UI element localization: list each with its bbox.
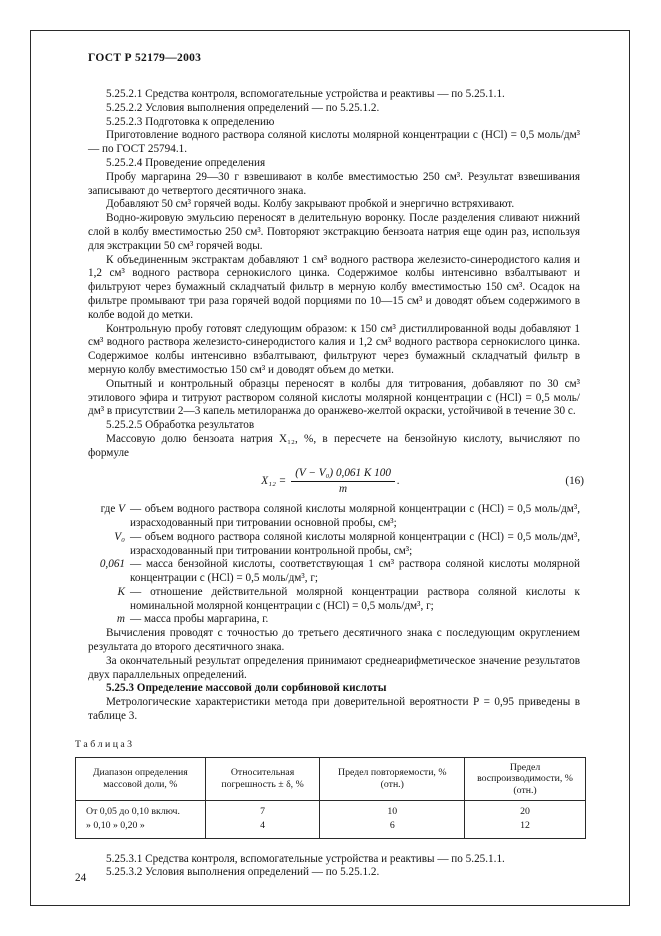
definition-text: — объем водного раствора соляной кислоты молярной концентрации с (HCl) = 0,5 моль/дм³, израсходованный при титровании контрольной пробы, см³; xyxy=(130,530,580,557)
table-3 xyxy=(75,757,586,839)
paragraph-rounding: Вычисления проводят с точностью до третьего десятичного знака с последующим округлением результата до второго десятичного знака. xyxy=(88,627,580,654)
cell-range: От 0,05 до 0,10 включ. xyxy=(76,801,206,819)
definition-symbol: K xyxy=(117,585,125,598)
formula-16 xyxy=(75,467,586,498)
paragraph-5-25-2-1: 5.25.2.1 Средства контроля, вспомогательные устройства и реактивы — по 5.25.1.1. xyxy=(106,88,505,100)
formula-number: (16) xyxy=(565,474,584,487)
document-body xyxy=(75,88,586,880)
paragraph-formula-intro: Массовую долю бензоата натрия Х₁₂, %, в пересчете на бензойную кислоту, вычисляют по формуле xyxy=(88,432,580,459)
formula-period: . xyxy=(396,475,400,488)
definition-text: — объем водного раствора соляной кислоты молярной концентрации с (HCl) = 0,5 моль/дм³, израсходованный при титровании основной пробы, см³; xyxy=(130,503,580,529)
definition-text: — отношение действительной молярной концентрации раствора соляной кислоты к номинальной молярной концентрации с (HCl) = 0,5 моль/дм³, г; xyxy=(130,585,580,612)
paragraph-5-25-2-2: 5.25.2.2 Условия выполнения определений — по 5.25.1.2. xyxy=(106,101,380,114)
paragraph-5-25-2-3: 5.25.2.3 Подготовка к определению xyxy=(106,115,275,128)
paragraph-5-25-3-2: 5.25.3.2 Условия выполнения определений — по 5.25.1.2. xyxy=(106,866,380,879)
paragraph-extracts: К объединенным экстрактам добавляют 1 см³ водного раствора железисто-синеродистого калия и 1,2 см³ водного раствора сернокислого цинка. Содержимое колбы интенсивно взбалтывают и фильтруют через бумажный складчатый фильтр в мерную колбу вместимостью 150 см³. Осадок на фильтре промывают три раза горячей водой порциями по 10—15 см³ и доводят объем содержимого в колбе водой до метки. xyxy=(88,253,580,321)
paragraph-titration: Опытный и контрольный образцы переносят в колбы для титрования, добавляют по 30 см³ этилового эфира и титруют раствором соляной кислоты молярной концентрации с (HCl) = 0,5 моль/дм³ в присутствии 2—3 капель метилоранжа до оранжево-желтой окраски, устойчивой в течение 30 с. xyxy=(88,377,580,418)
paragraph-5-25-2-4: 5.25.2.4 Проведение определения xyxy=(106,156,266,169)
cell-relative-error: 4 xyxy=(205,819,320,838)
table-row xyxy=(76,819,586,838)
column-header-repeatability: Предел повторяемости, % (отн.) xyxy=(320,757,465,801)
formula-lhs: X₁₂ = xyxy=(261,475,287,488)
paragraph-control-sample: Контрольную пробу готовят следующим образом: к 150 см³ дистиллированной воды добавляют 1 см³ водного раствора железисто-синеродистого калия и 1,2 см³ водного раствора сернокислого цинка. Содержимое колбы интенсивно взбалтывают, фильтруют через бумажный складчатый фильтр в мерную колбу вместимостью 150 см³ и доводят объем до метки. xyxy=(88,322,580,376)
definition-symbol: m xyxy=(116,613,125,626)
column-header-range: Диапазон определения массовой доли, % xyxy=(76,757,206,801)
column-header-relative-error: Относительная погрешность ± δ, % xyxy=(205,757,320,801)
formula-denominator: m xyxy=(339,483,348,496)
paragraph-emulsion: Водно-жировую эмульсию переносят в делительную воронку. После разделения сливают нижний слой в колбу вместимостью 250 см³. Повторяют экстракцию бензоата натрия еще один раз, используя для экстракции 50 см³ горячей воды. xyxy=(88,212,580,252)
definition-symbol: V₀ xyxy=(114,530,125,543)
cell-repeatability: 10 xyxy=(320,801,465,819)
definition-text: — масса пробы маргарина, г. xyxy=(130,613,269,626)
formula-expression xyxy=(261,466,400,496)
paragraph-5-25-2-5: 5.25.2.5 Обработка результатов xyxy=(106,419,255,432)
definition-item xyxy=(75,503,580,531)
paragraph-final-result: За окончательный результат определения принимают среднеарифметическое значение результатов двух параллельных определений. xyxy=(88,654,580,681)
paragraph-hot-water: Добавляют 50 см³ горячей воды. Колбу закрывают пробкой и энергично встряхивают. xyxy=(106,198,515,211)
column-header-reproducibility: Предел воспроизводимости, % (отн.) xyxy=(465,757,586,801)
cell-range: » 0,10 » 0,20 » xyxy=(76,819,206,838)
definition-item xyxy=(75,531,580,559)
paragraph-preparation: Приготовление водного раствора соляной кислоты молярной концентрации с (HCl) = 0,5 моль/дм³ — по ГОСТ 25794.1. xyxy=(88,129,580,156)
definition-text: — масса бензойной кислоты, соответствующая 1 см³ раствора соляной кислоты молярной концентрации с (HCl) = 0,5 моль/дм³, г; xyxy=(130,558,580,585)
definition-symbol: V xyxy=(118,503,125,516)
cell-reproducibility: 12 xyxy=(465,819,586,838)
table-header-row xyxy=(76,757,586,801)
definition-item xyxy=(75,586,580,614)
formula-fraction xyxy=(291,467,395,498)
page-number: 24 xyxy=(75,872,87,884)
definition-item xyxy=(75,558,580,586)
definition-lead: где xyxy=(100,503,119,516)
table-row xyxy=(76,801,586,819)
symbol-definitions xyxy=(75,503,580,627)
heading-5-25-3: 5.25.3 Определение массовой доли сорбиновой кислоты xyxy=(106,682,387,695)
paragraph-metrology: Метрологические характеристики метода при доверительной вероятности Р = 0,95 приведены в таблице 3. xyxy=(88,696,580,723)
cell-reproducibility: 20 xyxy=(465,801,586,819)
cell-repeatability: 6 xyxy=(320,819,465,838)
table-3-label: Т а б л и ц а 3 xyxy=(75,738,133,750)
cell-relative-error: 7 xyxy=(205,801,320,819)
definition-symbol: 0,061 xyxy=(99,558,125,571)
formula-numerator: (V − V₀) 0,061 K 100 xyxy=(291,467,395,483)
definition-item xyxy=(75,613,580,627)
document-title: ГОСТ Р 52179—2003 xyxy=(88,52,202,64)
paragraph-5-25-3-1: 5.25.3.1 Средства контроля, вспомогательные устройства и реактивы — по 5.25.1.1. xyxy=(106,852,505,865)
paragraph-sample-weighing: Пробу маргарина 29—30 г взвешивают в колбе вместимостью 250 см³. Результат взвешивания записывают до четвертого десятичного знака. xyxy=(88,170,580,197)
